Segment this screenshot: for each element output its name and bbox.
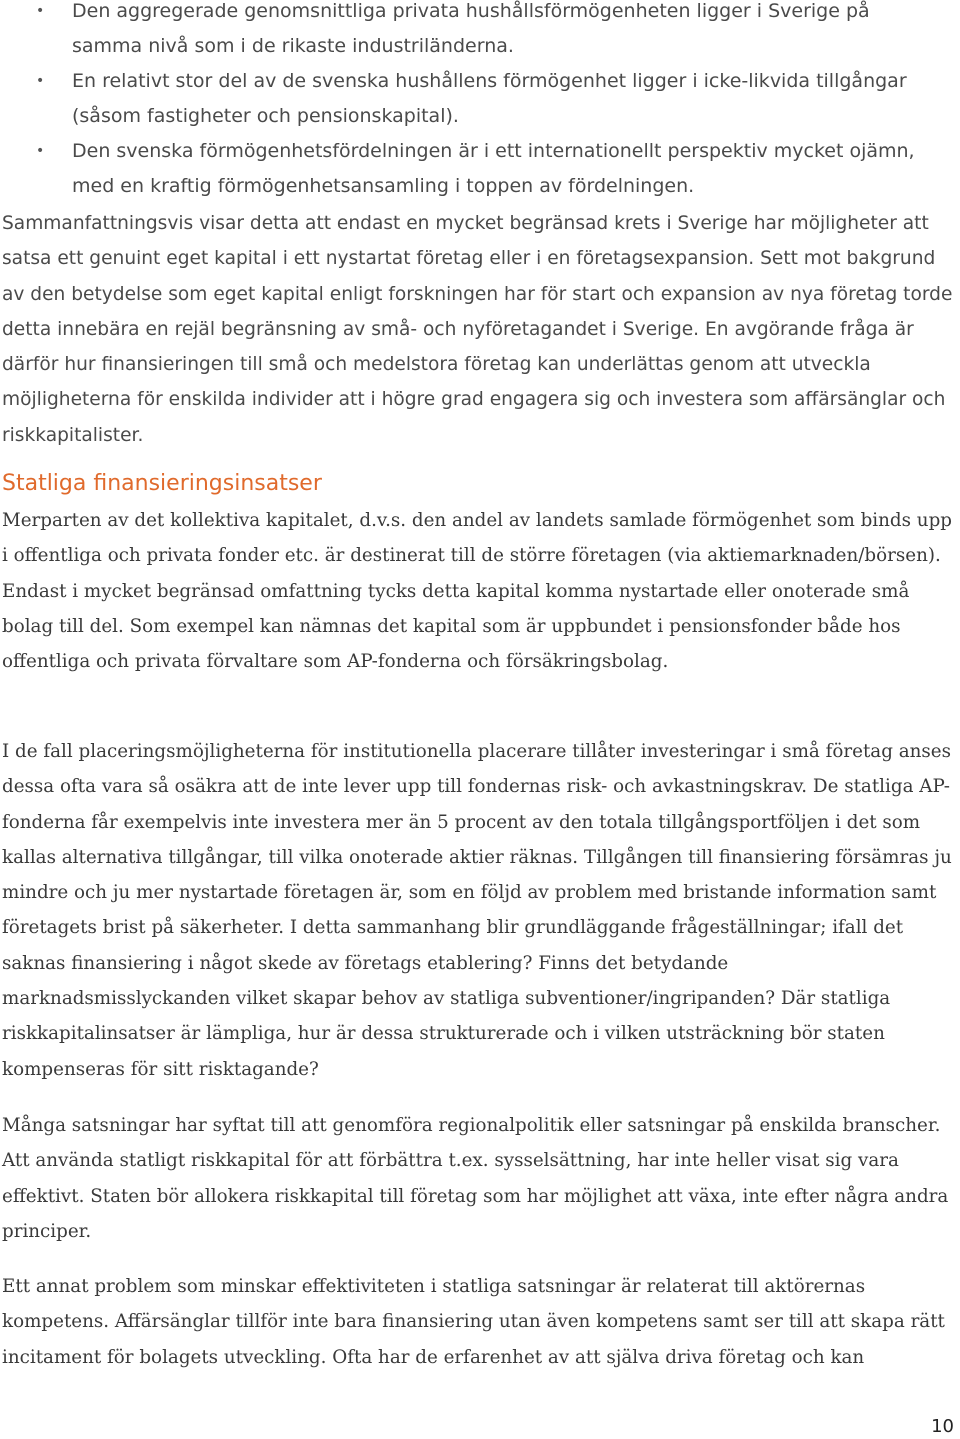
bullet-list — [0, 0, 960, 204]
bullet-item — [0, 134, 960, 204]
page-number: 10 — [931, 1416, 954, 1437]
bullet-dot-icon: • — [36, 73, 45, 89]
bullet-item — [0, 64, 960, 134]
bullet-text: En relativt stor del av de svenska hushållens förmögenhet ligger i icke-likvida tillgångar (såsom fastigheter och pensionskapital). — [72, 70, 907, 127]
body-paragraph-2: I de fall placeringsmöjligheterna för institutionella placerare tillåter investeringar i små företag anses dessa ofta vara så osäkra att de inte lever upp till fondernas risk- och avkastningskrav. De statliga AP-fonderna får exempelvis inte investera mer än 5 procent av den totala tillgångsportföljen i det som kallas alternativa tillgångar, till vilka onoterade aktier räknas. Tillgången till finansiering försämras ju mindre och ju mer nystartade företagen är, som en följd av problem med bristande information samt företagets brist på säkerheter. I detta sammanhang blir grundläggande frågeställningar; ifall det saknas finansiering i något skede av företags etablering? Finns det betydande marknadsmisslyckanden vilket skapar behov av statliga subventioner/ingripanden? Där statliga riskkapitalinsatser är lämpliga, hur är dessa strukturerade och i vilken utsträckning bör staten kompenseras för sitt risktagande? — [2, 741, 952, 1080]
summary-paragraph: Sammanfattningsvis visar detta att endast en mycket begränsad krets i Sverige har möjligheter att satsa ett genuint eget kapital i ett nystartat företag eller i en företagsexpansion. Sett mot bakgrund av den betydelse som eget kapital enligt forskningen har för start och expansion av nya företag torde detta innebära en rejäl begränsning av små- och nyföretagandet i Sverige. En avgörande fråga är därför hur finansieringen till små och medelstora företag kan underlättas genom att utveckla möjligheterna för enskilda individer att i högre grad engagera sig och investera som affärsänglar och riskkapitalister. — [2, 213, 953, 446]
body-paragraph-1: Merparten av det kollektiva kapitalet, d.v.s. den andel av landets samlade förmögenhet som binds upp i offentliga och privata fonder etc. är destinerat till de större företagen (via aktiemarknaden/börsen). Endast i mycket begränsad omfattning tycks detta kapital komma nystartade eller onoterade små bolag till del. Som exempel kan nämnas det kapital som är uppbundet i pensionsfonder både hos offentliga och privata förvaltare som AP-fonderna och försäkringsbolag. — [2, 510, 952, 673]
bullet-dot-icon: • — [36, 3, 45, 19]
bullet-item — [0, 0, 960, 64]
body-paragraph-3: Många satsningar har syftat till att genomföra regionalpolitik eller satsningar på enskilda branscher. Att använda statligt riskkapital för att förbättra t.ex. sysselsättning, har inte heller visat sig vara effektivt. Staten bör allokera riskkapital till företag som har möjlighet att växa, inte efter några andra principer. — [2, 1115, 949, 1242]
bullet-text: Den svenska förmögenhetsfördelningen är i ett internationellt perspektiv mycket ojämn, med en kraftig förmögenhetsansamling i toppen av fördelningen. — [72, 140, 915, 197]
bullet-dot-icon: • — [36, 143, 45, 159]
body-paragraph-4: Ett annat problem som minskar effektiviteten i statliga satsningar är relaterat till aktörernas kompetens. Affärsänglar tillför inte bara finansiering utan även kompetens samt ser till att skapa rätt incitament för bolagets utveckling. Ofta har de erfarenhet av att själva driva företag och kan — [2, 1276, 945, 1368]
section-heading: Statliga finansieringsinsatser — [2, 471, 322, 496]
bullet-text: Den aggregerade genomsnittliga privata hushållsförmögenheten ligger i Sverige på samma nivå som i de rikaste industriländerna. — [72, 0, 870, 57]
